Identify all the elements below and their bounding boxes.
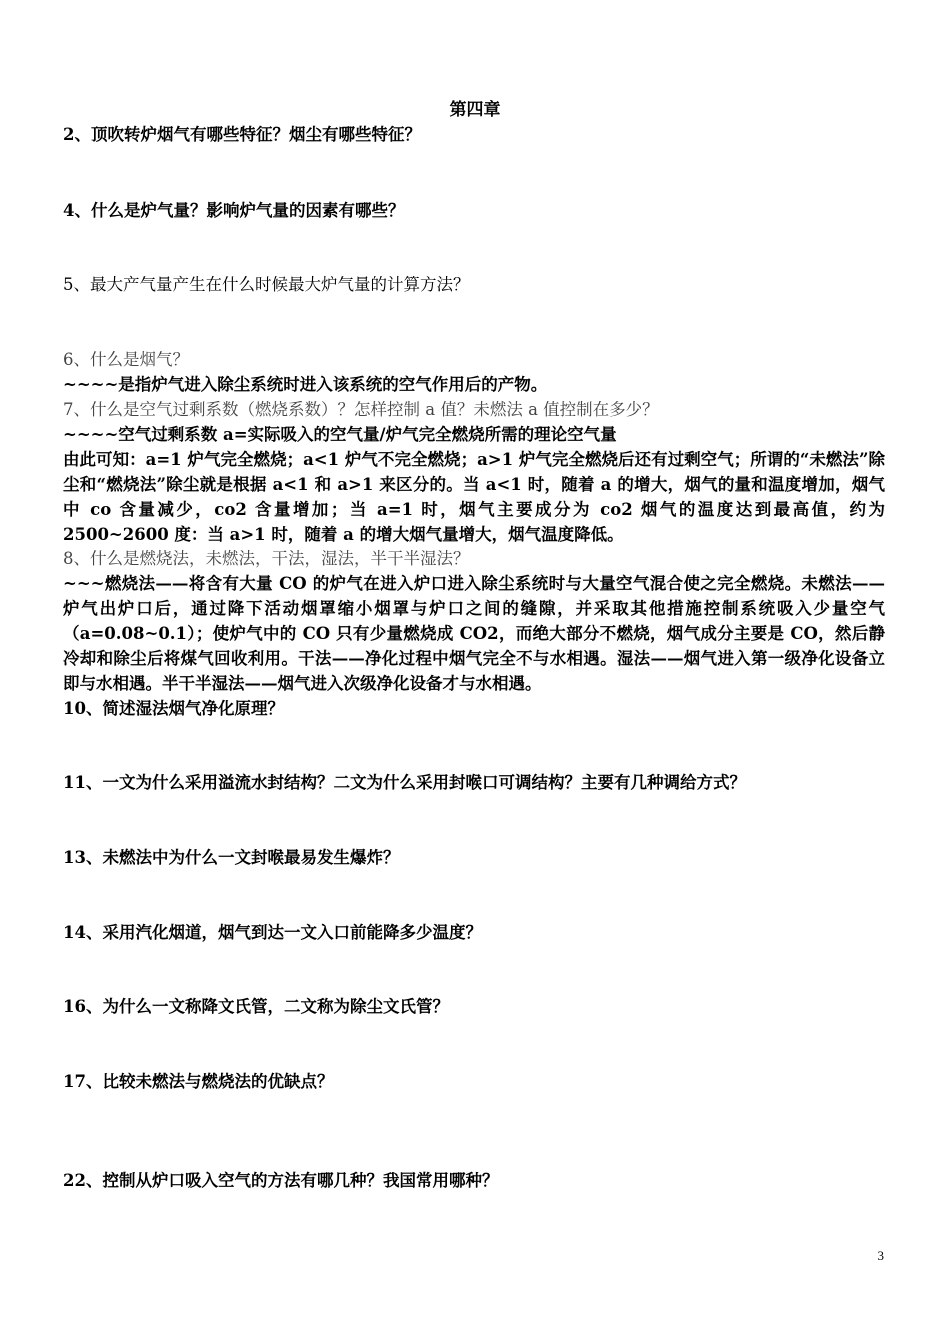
question-8: 8、什么是燃烧法，未燃法，干法，湿法，半干半湿法？ bbox=[63, 549, 470, 568]
question-17: 17、比较未燃法与燃烧法的优缺点？ bbox=[63, 1072, 334, 1091]
answer-6: ~~~~是指炉气进入除尘系统时进入该系统的空气作用后的产物。 bbox=[63, 375, 548, 394]
question-16: 16、为什么一文称降文氏管，二文称为除尘文氏管？ bbox=[63, 997, 449, 1016]
chapter-title: 第四章 bbox=[449, 100, 501, 120]
answer-7: ~~~~空气过剩系数 a=实际吸入的空气量/炉气完全燃烧所需的理论空气量 bbox=[63, 425, 617, 444]
answer-7-detail: 由此可知：a=1 炉气完全燃烧；a<1 炉气不完全燃烧；a>1 炉气完全燃烧后还有过剩空气；所谓的“未燃法”除尘和“燃烧法”除尘就是根据 a<1 和 a>1 来区分的。当 a<1 时，随着 a 的增大，烟气的量和温度增加，烟气中 co 含量减少，co2 含量增加；当 a=1 时，烟气主要成分为 co2 烟气的温度达到最高值，约为 2500~2600 度：当 a>1 时，随着 a 的增大烟气量增大，烟气温度降低。 bbox=[63, 450, 885, 544]
question-22: 22、控制从炉口吸入空气的方法有哪几种？我国常用哪种？ bbox=[63, 1171, 499, 1190]
question-10: 10、简述湿法烟气净化原理？ bbox=[63, 699, 284, 718]
answer-8: ~~~燃烧法——将含有大量 CO 的炉气在进入炉口进入除尘系统时与大量空气混合使之完全燃烧。未燃法——炉气出炉口后，通过降下活动烟罩缩小烟罩与炉口之间的缝隙，并采取其他措施控制系统吸入少量空气（a=0.08~0.1）；使炉气中的 CO 只有少量燃烧成 CO2，而绝大部分不燃烧，烟气成分主要是 CO，然后静冷却和除尘后将煤气回收利用。干法——净化过程中烟气完全不与水相遇。湿法——烟气进入第一级净化设备立即与水相遇。半干半湿法——烟气进入次级净化设备才与水相遇。 bbox=[63, 574, 885, 693]
question-11: 11、一文为什么采用溢流水封结构？二文为什么采用封喉口可调结构？主要有几种调给方式？ bbox=[63, 773, 746, 792]
question-13: 13、未燃法中为什么一文封喉最易发生爆炸？ bbox=[63, 848, 400, 867]
question-2: 2、顶吹转炉烟气有哪些特征？烟尘有哪些特征？ bbox=[63, 125, 421, 144]
question-6: 6、什么是烟气？ bbox=[63, 350, 189, 369]
question-4: 4、什么是炉气量？影响炉气量的因素有哪些？ bbox=[63, 201, 405, 220]
question-5: 5、最大产气量产生在什么时候最大炉气量的计算方法？ bbox=[63, 275, 470, 294]
page-number: 3 bbox=[877, 1248, 884, 1263]
question-14: 14、采用汽化烟道，烟气到达一文入口前能降多少温度？ bbox=[63, 923, 482, 942]
question-7: 7、什么是空气过剩系数（燃烧系数）？怎样控制 a 值？未燃法 a 值控制在多少？ bbox=[63, 400, 659, 419]
